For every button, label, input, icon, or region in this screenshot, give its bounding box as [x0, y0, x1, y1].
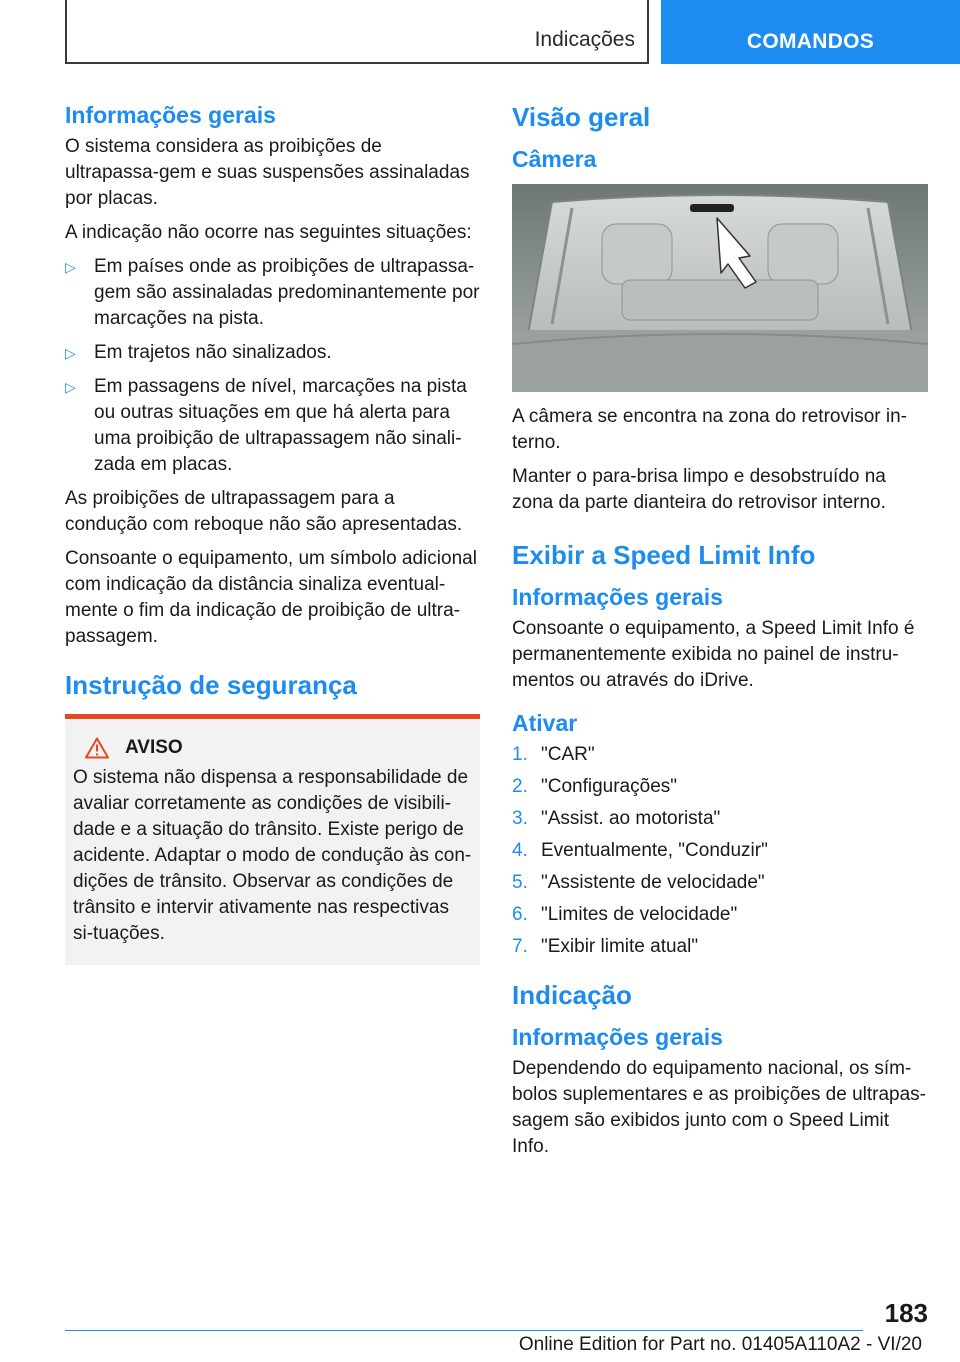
page-number: 183 [884, 1298, 928, 1328]
warning-box [65, 719, 480, 965]
step-item [512, 902, 928, 928]
header-section-tab [65, 0, 649, 64]
step-number: 6. [512, 904, 528, 925]
step-item [512, 934, 928, 960]
header-chapter-label: COMANDOS [746, 30, 875, 53]
list-item-text: Em trajetos não sinalizados. [94, 342, 332, 363]
warning-triangle-icon [85, 737, 109, 759]
warning-title: AVISO [125, 737, 183, 758]
step-number: 2. [512, 776, 528, 797]
warning-text: O sistema não dispensa a responsabilidade de avaliar corretamente as condições de visibili-dade e a situação do trânsito. Existe perigo de acidente. Adaptar o modo de condução às con-dições de trânsito. Observar as condições de trânsito e intervir ativamente nas respectivas si-tuações. [73, 767, 472, 944]
step-item [512, 774, 928, 800]
list-item [65, 374, 480, 478]
triangle-bullet-icon: ▷ [65, 345, 76, 361]
heading-show-speed-limit: Exibir a Speed Limit Info [512, 540, 816, 570]
heading-safety: Instrução de segurança [65, 670, 357, 700]
warning-header [73, 737, 472, 759]
step-number: 3. [512, 808, 528, 829]
step-number: 7. [512, 936, 528, 957]
step-text: "Exibir limite atual" [541, 936, 699, 957]
list-item [65, 340, 480, 366]
heading-general-info-3: Informações gerais [512, 1024, 723, 1050]
triangle-bullet-icon: ▷ [65, 259, 76, 275]
step-item [512, 838, 928, 864]
paragraph: A indicação não ocorre nas seguintes situações: [65, 222, 472, 243]
step-text: "Configurações" [541, 776, 678, 797]
header-chapter-tab [661, 0, 960, 64]
camera-location-image [512, 184, 928, 392]
step-number: 1. [512, 744, 528, 765]
heading-general-info: Informações gerais [65, 102, 276, 128]
step-item [512, 870, 928, 896]
situation-list [65, 254, 480, 478]
activation-steps [512, 742, 928, 960]
left-column [65, 100, 480, 965]
step-text: "Assistente de velocidade" [541, 872, 765, 893]
heading-overview: Visão geral [512, 102, 651, 132]
step-text: Eventualmente, "Conduzir" [541, 840, 768, 861]
triangle-bullet-icon: ▷ [65, 379, 76, 395]
heading-indication: Indicação [512, 980, 632, 1010]
header-section-label: Indicações [534, 28, 635, 51]
step-text: "Assist. ao motorista" [541, 808, 721, 829]
paragraph: As proibições de ultrapassagem para a condução com reboque não são apresentadas. [65, 488, 463, 535]
paragraph: O sistema considera as proibições de ultrapassa-gem e suas suspensões assinaladas por placas. [65, 136, 470, 209]
heading-general-info-2: Informações gerais [512, 584, 723, 610]
step-item [512, 742, 928, 768]
paragraph: A câmera se encontra na zona do retrovisor in-terno. [512, 406, 907, 453]
step-number: 5. [512, 872, 528, 893]
paragraph: Dependendo do equipamento nacional, os sím-bolos suplementares e as proibições de ultrapas-sagem são exibidos junto com o Speed Limit Info. [512, 1058, 927, 1157]
list-item-text: Em passagens de nível, marcações na pista ou outras situações em que há alerta para uma proibição de ultrapassagem não sinali-zada em placas. [94, 376, 467, 475]
paragraph: Consoante o equipamento, a Speed Limit Info é permanentemente exibida no painel de instru-mentos ou através do iDrive. [512, 618, 915, 691]
footer-divider [65, 1330, 863, 1331]
step-number: 4. [512, 840, 528, 861]
paragraph: Manter o para-brisa limpo e desobstruído na zona da parte dianteira do retrovisor interno. [512, 466, 886, 513]
step-item [512, 806, 928, 832]
list-item [65, 254, 480, 332]
heading-camera: Câmera [512, 146, 597, 172]
list-item-text: Em países onde as proibições de ultrapassa-gem são assinaladas predominantemente por marcações na pista. [94, 256, 480, 329]
footer-edition: Online Edition for Part no. 01405A110A2 - VI/20 [518, 1334, 922, 1355]
step-text: "Limites de velocidade" [541, 904, 738, 925]
heading-activate: Ativar [512, 710, 578, 736]
right-column [512, 100, 928, 1168]
step-text: "CAR" [541, 744, 595, 765]
paragraph: Consoante o equipamento, um símbolo adicional com indicação da distância sinaliza eventual-mente o fim da indicação de proibição de ultra-passagem. [65, 548, 477, 647]
